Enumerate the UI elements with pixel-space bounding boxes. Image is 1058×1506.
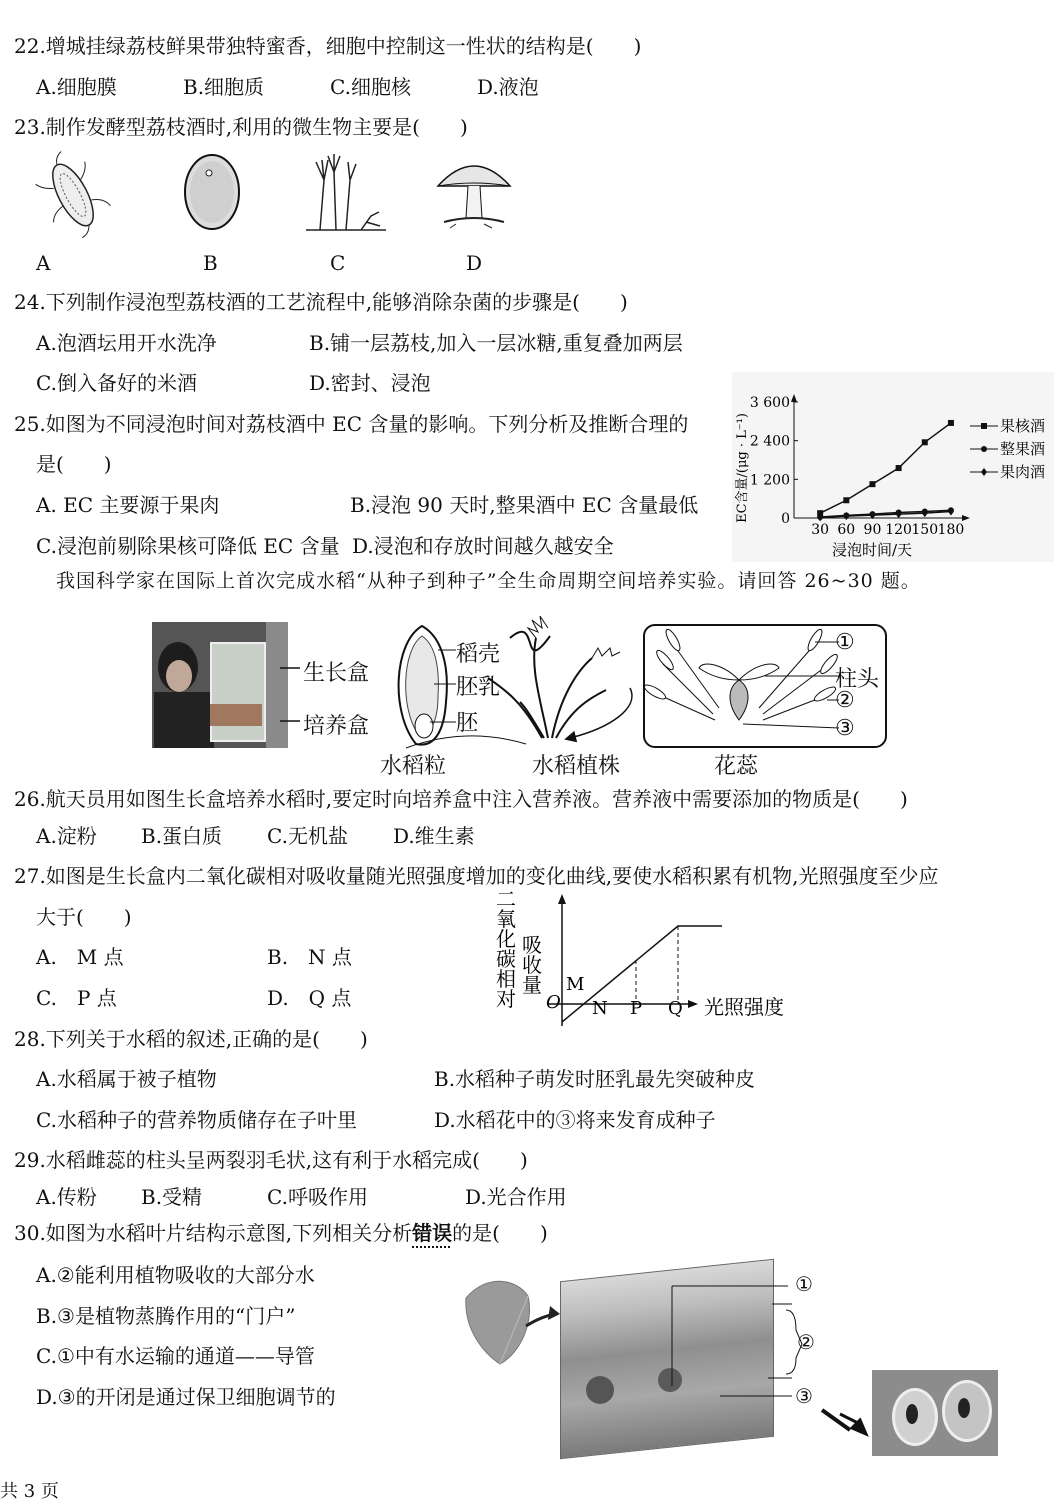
q25-option-a: A. EC 主要源于果肉 xyxy=(36,493,220,517)
q24-option-a: A.泡酒坛用开水洗净 xyxy=(36,331,217,355)
q23-option-b: B xyxy=(203,251,218,275)
leaf-structure-lines xyxy=(560,1270,820,1450)
ec-y-arrow xyxy=(791,394,797,402)
husk-label: 稻壳 xyxy=(456,642,501,667)
q22-option-c: C.细胞核 xyxy=(330,75,411,99)
q22-stem: 22.增城挂绿荔枝鲜果带独特蜜香，细胞中控制这一性状的结构是( ) xyxy=(14,34,642,58)
ec-series-line-3 xyxy=(820,512,951,518)
q26-option-a: A.淀粉 xyxy=(36,824,97,848)
flower-caption: 花蕊 xyxy=(714,754,759,779)
q28-option-a: A.水稻属于被子植物 xyxy=(36,1067,217,1091)
point-q-label: Q xyxy=(668,998,683,1019)
ec-x-tick-label: 150 xyxy=(911,522,939,538)
q24-option-d: D.密封、浸泡 xyxy=(309,371,431,395)
q29-stem: 29.水稻雌蕊的柱头呈两裂羽毛状,这有利于水稻完成( ) xyxy=(14,1148,528,1172)
rice-plant-diagram xyxy=(480,618,650,753)
q22-option-d: D.液泡 xyxy=(477,75,539,99)
co2-chart-ylabel-part-2: 吸收量 xyxy=(522,933,542,997)
ec-point xyxy=(896,465,902,471)
leaf-label-1: ① xyxy=(795,1272,813,1296)
q29-option-d: D.光合作用 xyxy=(465,1185,567,1209)
q23-option-a: A xyxy=(36,251,51,275)
q30-stem: 30.如图为水稻叶片结构示意图,下列相关分析错误的是( ) xyxy=(14,1221,548,1245)
ec-legend-label: 果核酒 xyxy=(1000,417,1046,435)
q28-option-b: B.水稻种子萌发时胚乳最先突破种皮 xyxy=(434,1067,756,1091)
ec-y-tick-label: 2 400 xyxy=(749,433,790,450)
point-m-label: M xyxy=(566,974,585,995)
q28-option-c: C.水稻种子的营养物质储存在子叶里 xyxy=(36,1108,357,1132)
q27-option-b: B. N 点 xyxy=(267,945,352,969)
q27-option-d: D. Q 点 xyxy=(267,986,352,1010)
flower-label-2: ② xyxy=(835,688,855,713)
ec-y-tick-label: 0 xyxy=(781,511,790,527)
q29-option-b: B.受精 xyxy=(141,1185,203,1209)
co2-chart-ylabel-part-1: 二氧化碳相对 xyxy=(496,887,516,1011)
point-n-label: N xyxy=(592,998,608,1019)
co2-light-chart xyxy=(488,887,798,1032)
ec-y-tick-label: 3 600 xyxy=(749,395,790,411)
ec-x-tick-label: 90 xyxy=(863,522,882,538)
q29-option-a: A.传粉 xyxy=(36,1185,97,1209)
ec-x-tick-label: 60 xyxy=(837,522,856,538)
q30-option-d: D.③的开闭是通过保卫细胞调节的 xyxy=(36,1385,336,1409)
ec-series-line-1 xyxy=(820,423,951,513)
q25-option-d: D.浸泡和存放时间越久越安全 xyxy=(352,534,614,558)
ec-chart-ylabel: EC含量/(μg · L⁻¹) xyxy=(735,413,750,523)
flower-label-1: ① xyxy=(835,630,855,655)
section-intro: 我国科学家在国际上首次完成水稻“从种子到种子”全生命周期空间培养实验。请回答 26~30 题。 xyxy=(56,570,921,592)
ec-legend-label: 整果酒 xyxy=(1000,440,1046,458)
bacterium-image xyxy=(38,150,108,240)
mushroom-image xyxy=(434,150,514,230)
q25-option-b: B.浸泡 90 天时,整果酒中 EC 含量最低 xyxy=(350,493,699,517)
q24-stem: 24.下列制作浸泡型荔枝酒的工艺流程中,能够消除杂菌的步骤是( ) xyxy=(14,290,628,314)
ec-legend-marker xyxy=(981,468,987,476)
q25-option-c: C.浸泡前剔除果核可降低 EC 含量 xyxy=(36,534,340,558)
growth-box-label: 生长盒 xyxy=(303,661,370,686)
q30-option-b: B.③是植物蒸腾作用的“门户” xyxy=(36,1304,296,1328)
cycle-arrow xyxy=(406,734,466,764)
q27-option-c: C. P 点 xyxy=(36,986,117,1010)
mold-image xyxy=(306,150,386,235)
q22-option-a: A.细胞膜 xyxy=(36,75,117,99)
ec-x-tick-label: 30 xyxy=(811,522,830,538)
q24-option-b: B.铺一层荔枝,加入一层冰糖,重复叠加两层 xyxy=(309,331,683,355)
q25-stem: 25.如图为不同浸泡时间对荔枝酒中 EC 含量的影响。下列分析及推断合理的 xyxy=(14,412,689,436)
q27-stem: 27.如图是生长盒内二氧化碳相对吸收量随光照强度增加的变化曲线,要使水稻积累有机物,光照强度至少应 xyxy=(14,864,939,888)
q30-emphasis: 错误 xyxy=(412,1221,453,1245)
q23-stem: 23.制作发酵型荔枝酒时,利用的微生物主要是( ) xyxy=(14,115,468,139)
endosperm-label: 胚乳 xyxy=(456,675,501,700)
q26-option-c: C.无机盐 xyxy=(267,824,348,848)
q23-option-c: C xyxy=(330,251,346,275)
ec-legend-marker xyxy=(981,446,987,452)
astronaut-photo xyxy=(152,622,288,748)
ec-point xyxy=(843,497,849,503)
q23-option-d: D xyxy=(466,251,483,275)
ec-point xyxy=(922,439,928,445)
q22-option-b: B.细胞质 xyxy=(183,75,265,99)
ec-x-tick-label: 120 xyxy=(885,522,912,538)
q28-stem: 28.下列关于水稻的叙述,正确的是( ) xyxy=(14,1027,368,1051)
stigma-label: 柱头 xyxy=(835,667,880,692)
ec-point xyxy=(948,420,954,426)
origin-label: O xyxy=(546,992,561,1013)
embryo-label: 胚 xyxy=(456,711,479,736)
page-footer: 共 3 页 xyxy=(0,1481,59,1502)
q30-option-a: A.②能利用植物吸收的大部分水 xyxy=(36,1263,315,1287)
co2-chart-xlabel: 光照强度 xyxy=(704,995,784,1019)
q30-option-c: C.①中有水运输的通道——导管 xyxy=(36,1344,315,1368)
q28-option-d: D.水稻花中的③将来发育成种子 xyxy=(434,1108,716,1132)
ec-x-arrow xyxy=(962,515,970,521)
leaf-label-2: ② xyxy=(797,1330,815,1354)
ec-point xyxy=(869,481,875,487)
point-p-label: P xyxy=(630,998,643,1019)
q26-option-b: B.蛋白质 xyxy=(141,824,223,848)
stoma-micrograph xyxy=(872,1370,998,1456)
q26-stem: 26.航天员用如图生长盒培养水稻时,要定时向培养盒中注入营养液。营养液中需要添加的物质是( ) xyxy=(14,787,908,811)
q27-option-a: A. M 点 xyxy=(36,945,124,969)
q24-option-c: C.倒入备好的米酒 xyxy=(36,371,197,395)
yeast-image xyxy=(182,152,242,232)
ec-x-tick-label: 180 xyxy=(937,522,965,538)
rice-plant-caption: 水稻植株 xyxy=(532,754,621,779)
ec-chart xyxy=(732,372,1054,562)
q25-stem-cont: 是( ) xyxy=(36,452,112,476)
rice-grain-caption: 水稻粒 xyxy=(380,754,447,779)
leaf-image xyxy=(456,1268,566,1368)
q26-option-d: D.维生素 xyxy=(393,824,475,848)
q29-option-c: C.呼吸作用 xyxy=(267,1185,368,1209)
ec-legend-label: 果肉酒 xyxy=(1000,463,1046,481)
ec-chart-xlabel: 浸泡时间/天 xyxy=(831,541,913,559)
ec-point xyxy=(843,512,849,520)
q27-stem-cont: 大于( ) xyxy=(36,905,132,929)
flower-label-3: ③ xyxy=(835,716,855,741)
culture-box-label: 培养盒 xyxy=(303,714,370,739)
ec-legend-marker xyxy=(981,423,987,429)
leaf-label-3: ③ xyxy=(795,1384,813,1408)
ec-y-tick-label: 1 200 xyxy=(749,472,790,489)
